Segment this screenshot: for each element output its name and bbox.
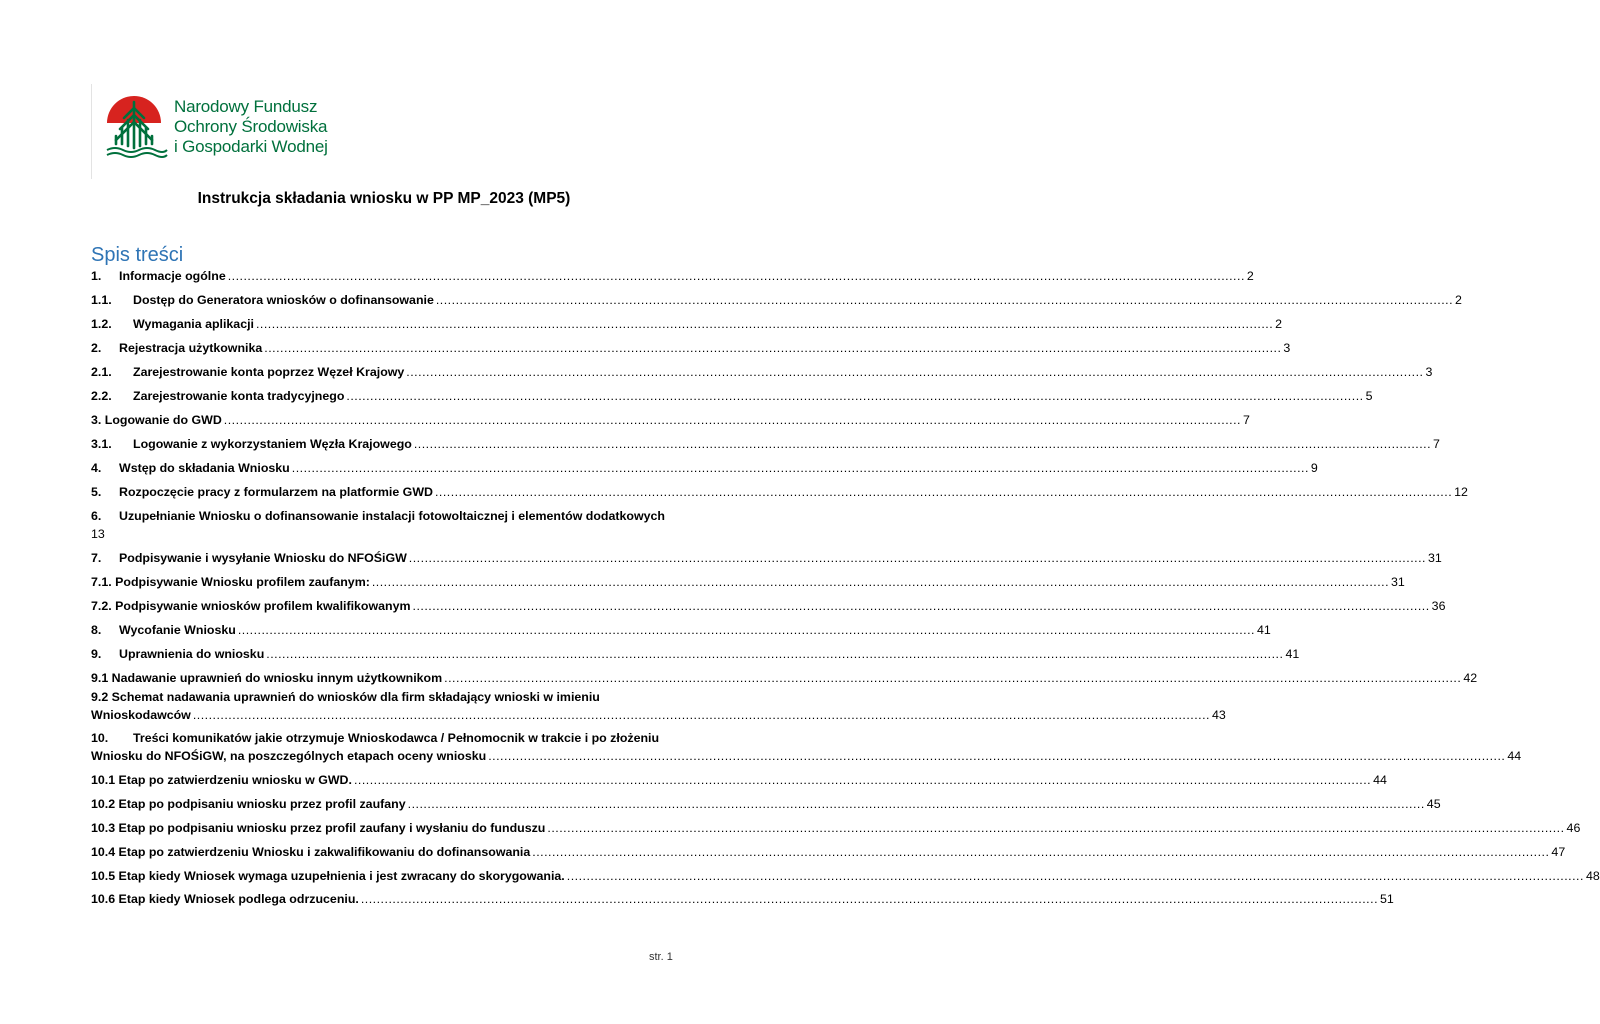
toc-leader-dots [264,339,1281,357]
toc-entry-label: Zarejestrowanie konta poprzez Węzeł Krajowy [133,365,405,379]
toc-leader-dots [406,363,1423,381]
toc-entry-label: Dostęp do Generatora wniosków o dofinansowanie [133,293,434,307]
toc-entry[interactable] [91,688,1226,724]
page-number: str. 1 [649,951,673,963]
toc-entry-label: Wstęp do składania Wniosku [119,461,290,475]
toc-leader-dots [228,267,1245,285]
toc-entry-label: 9.1 Nadawanie uprawnień do wniosku innym użytkownikom [91,671,443,685]
toc-entry-label: Wniosku do NFOŚiGW, na poszczególnych etapach oceny wniosku [91,749,487,763]
toc-entry-page: 7 [1242,413,1250,427]
toc-entry-label: Logowanie z wykorzystaniem Węzła Krajowego [133,437,412,451]
toc-leader-dots [224,411,1241,429]
toc-entry-number: 10. [91,731,109,745]
toc-leader-dots [436,291,1453,309]
toc-entry-number: 2.2. [91,389,112,403]
toc-entry-label: 7.2. Podpisywanie wniosków profilem kwalifikowanym [91,599,411,613]
toc-entry-label: 10.2 Etap po podpisaniu wniosku przez profil zaufany [91,797,406,811]
toc-entry-label: Wnioskodawców [91,708,191,722]
toc-entry-number: 9. [91,647,102,661]
toc-entry-page: 2 [1455,293,1462,307]
toc-entry[interactable] [91,435,1440,453]
toc-entry[interactable] [91,890,1394,908]
logo-line-2: Ochrony Środowiska [174,117,328,136]
toc-entry[interactable] [91,363,1433,381]
toc-heading: Spis treści [91,244,184,266]
toc-leader-dots [193,706,1210,724]
toc-entry-page: 5 [1365,389,1373,403]
toc-leader-dots [409,549,1426,567]
toc-entry[interactable] [91,867,1600,885]
toc-leader-dots [346,387,1363,405]
toc-entry-number: 3.1. [91,437,112,451]
toc-entry-label: Wycofanie Wniosku [119,623,236,637]
toc-entry-label: Informacje ogólne [119,269,226,283]
toc-entry-page: 41 [1285,647,1300,661]
toc-entry[interactable] [91,411,1250,429]
toc-entry-page: 51 [1380,892,1394,906]
toc-entry-label: 10.5 Etap kiedy Wniosek wymaga uzupełnienia i jest zwracany do skorygowania. [91,869,565,883]
toc-entry[interactable] [91,339,1291,357]
toc-entry[interactable] [91,771,1387,789]
toc-entry[interactable] [91,645,1300,663]
toc-entry-page: 2 [1246,269,1254,283]
toc-entry-label: Wymagania aplikacji [133,317,254,331]
toc-entry[interactable] [91,483,1468,501]
toc-entry-number: 6. [91,509,102,523]
toc-entry-number: 2. [91,341,102,355]
nfosigw-logo [91,84,331,179]
toc-entry-label: Uprawnienia do wniosku [119,647,265,661]
toc-entry[interactable] [91,669,1478,687]
toc-entry-page: 47 [1551,845,1566,859]
toc-entry-label: 3. Logowanie do GWD [91,413,222,427]
toc-entry-page: 13 [91,527,105,541]
toc-leader-dots [547,819,1564,837]
toc-entry[interactable] [91,795,1441,813]
toc-leader-dots [444,669,1461,687]
toc-entry-page: 3 [1283,341,1291,355]
toc-entry-page: 43 [1212,708,1226,722]
toc-leader-dots [567,867,1584,885]
toc-entry-number: 1.2. [91,317,112,331]
toc-leader-dots [408,795,1425,813]
toc-entry-page: 2 [1275,317,1283,331]
toc-leader-dots [488,747,1505,765]
toc-entry-page: 44 [1373,773,1387,787]
toc-entry-label: Rejestracja użytkownika [119,341,263,355]
toc-leader-dots [414,435,1431,453]
toc-entry-page: 45 [1426,797,1441,811]
toc-entry-page: 3 [1425,365,1433,379]
toc-leader-dots [532,843,1549,861]
toc-entry-page: 7 [1433,437,1440,451]
toc-entry[interactable] [91,819,1581,837]
toc-entry-page: 46 [1566,821,1581,835]
toc-entry[interactable] [91,459,1318,477]
toc-entry-number: 2.1. [91,365,112,379]
toc-leader-dots [372,573,1389,591]
toc-leader-dots [413,597,1430,615]
toc-entry[interactable] [91,267,1254,285]
toc-entry-page: 44 [1507,749,1522,763]
toc-entry-number: 5. [91,485,102,499]
toc-entry-label: Treści komunikatów jakie otrzymuje Wnioskodawca / Pełnomocnik w trakcie i po złożeniu [133,731,660,745]
toc-entry-label: 7.1. Podpisywanie Wniosku profilem zaufanym: [91,575,370,589]
toc-entry-label: Zarejestrowanie konta tradycyjnego [133,389,345,403]
toc-leader-dots [266,645,1283,663]
logo-frame-line [91,84,92,179]
toc-entry-page: 48 [1585,869,1600,883]
toc-entry-page: 12 [1454,485,1468,499]
nfosigw-emblem-icon [101,92,171,164]
toc-entry[interactable] [91,507,677,543]
toc-entry-page: 31 [1391,575,1405,589]
toc-entry[interactable] [91,621,1271,639]
toc-entry[interactable] [91,597,1446,615]
toc-entry-label: 10.1 Etap po zatwierdzeniu wniosku w GWD. [91,773,352,787]
toc-entry[interactable] [91,387,1373,405]
toc-entry-number: 4. [91,461,102,475]
logo-line-1: Narodowy Fundusz [174,97,318,116]
toc-leader-dots [361,890,1378,908]
toc-entry-page: 31 [1427,551,1442,565]
toc-entry[interactable] [91,573,1405,591]
toc-leader-dots [292,459,1309,477]
toc-entry[interactable] [91,729,1522,765]
toc-entry[interactable] [91,549,1442,567]
toc-entry-label: 10.6 Etap kiedy Wniosek podlega odrzuceniu. [91,892,359,906]
toc-entry-number: 1.1. [91,293,112,307]
toc-leader-dots [354,771,1371,789]
toc-entry-label: 10.3 Etap po podpisaniu wniosku przez profil zaufany i wysłaniu do funduszu [91,821,546,835]
toc-entry-label: Uzupełnianie Wniosku o dofinansowanie instalacji fotowoltaicznej i elementów dodatkowych [119,509,665,523]
toc-entry[interactable] [91,843,1566,861]
toc-leader-dots [435,483,1452,501]
toc-entry-page: 36 [1431,599,1446,613]
toc-entry-page: 42 [1463,671,1478,685]
toc-entry-page: 9 [1310,461,1318,475]
toc-entry-label: Podpisywanie i wysyłanie Wniosku do NFOŚiGW [119,551,407,565]
toc-entry[interactable] [91,315,1283,333]
toc-entry-number: 8. [91,623,102,637]
toc-entry-label: 10.4 Etap po zatwierdzeniu Wniosku i zakwalifikowaniu do dofinansowania [91,845,531,859]
logo-wordmark [174,97,328,157]
toc-entry-label: Rozpoczęcie pracy z formularzem na platformie GWD [119,485,433,499]
toc-entry-number: 1. [91,269,102,283]
toc-leader-dots [238,621,1255,639]
document-title: Instrukcja składania wniosku w PP MP_2023 (MP5) [197,190,571,207]
logo-line-3: i Gospodarki Wodnej [174,137,328,156]
toc-entry-number: 7. [91,551,102,565]
toc-entry-page: 41 [1256,623,1271,637]
toc-entry[interactable] [91,291,1462,309]
toc-entry-label: 9.2 Schemat nadawania uprawnień do wniosków dla firm składający wnioski w imieniu [91,690,600,704]
toc-leader-dots [256,315,1273,333]
